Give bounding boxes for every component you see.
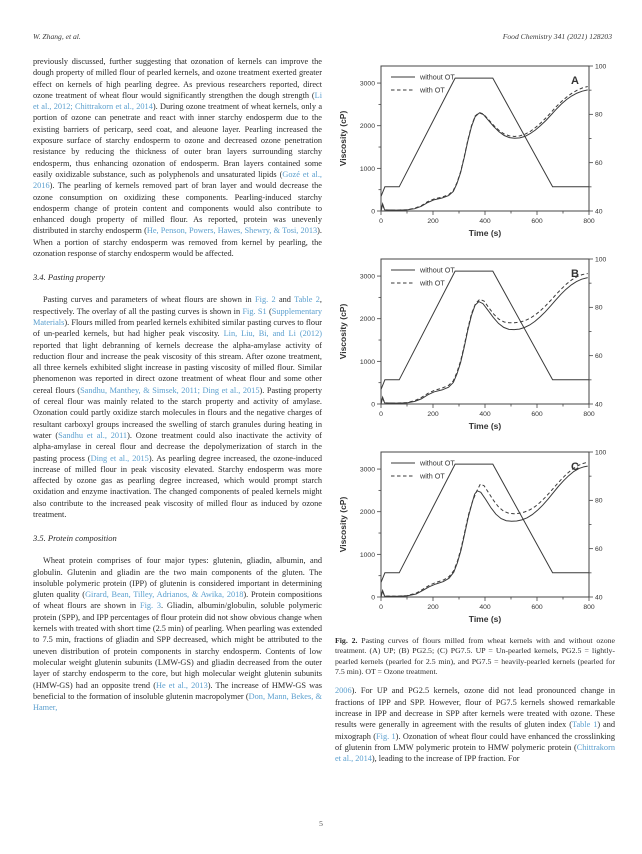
right-column (335, 56, 615, 765)
two-column-layout (33, 56, 615, 765)
running-head (33, 32, 612, 41)
svg-text:200: 200 (427, 218, 439, 225)
text-run: ) and mixograph ( (335, 720, 615, 741)
svg-text:0: 0 (371, 208, 375, 216)
left-column (33, 56, 322, 765)
section-heading-pasting-property: 3.4. Pasting property (33, 272, 105, 283)
pasting-chart-panel-c (335, 442, 615, 629)
svg-text:Viscosity (cP): Viscosity (cP) (338, 110, 348, 167)
text-run: and (275, 295, 295, 305)
svg-text:A: A (571, 75, 579, 87)
svg-text:0: 0 (371, 594, 375, 602)
svg-text:60: 60 (595, 546, 603, 554)
text-run: ). Flours milled from pearled kernels exhibited similar pasting curves to flour of un-pearled kernels, but had higher peak viscosity. (33, 317, 322, 339)
citation-link[interactable]: Fig. 1 (376, 731, 396, 741)
svg-text:2000: 2000 (359, 123, 375, 131)
paragraph (33, 56, 322, 259)
citation-link[interactable]: Table 2 (294, 295, 320, 305)
pasting-chart-panel-b (335, 249, 615, 436)
svg-text:0: 0 (379, 218, 383, 225)
section-heading-protein-composition: 3.5. Protein composition (33, 533, 117, 544)
svg-text:1000: 1000 (359, 358, 375, 366)
svg-text:80: 80 (595, 497, 603, 505)
text-run: . Gliadin, albumin/globulin, soluble polymeric protein (SPP), and IPP percentages of flour protein did not show obvious change when kernels with treated with short time (2.5 min) of pearling. When pearling was extended to 7.5 min, fractions of gliadin and SPP decreased, which might be attributed to the uneven distribution of protein components in starchy endosperm. Contents of low molecular weight glutenin subunits (LMW-GS) and gliadin decreased from the outer layer of starchy endosperm to the core, but high molecular weight glutenin subunits (HMW-GS) had an opposite trend ( (33, 601, 323, 690)
svg-text:without OT: without OT (420, 72, 455, 82)
text-run: reported that light debranning of kernels decrease the alpha-amylase activity of reduction flour and increase the peak viscosity of this stream. After ozone treatment, all three kernels exhibited slight increase in pasting viscosity of milled flour. Similar phenomenon was reported in direct ozone treatment of wheat flour and some other cereal flours ( (33, 340, 322, 395)
citation-link[interactable]: Chittrakorn et al., 2014 (335, 742, 615, 764)
svg-text:600: 600 (531, 218, 543, 225)
pasting-chart-panel-a (335, 56, 615, 243)
text-run: ). For UP and PG2.5 kernels, ozone did not lead pronounced change in fractions of IPP and SPP. However, flour of PG7.5 kernels showed remarkable increase in IPP and decrease in SPP after kernels were treated with ozone. These results were generally in agreement with the results of gluten index ( (335, 686, 615, 730)
svg-text:100: 100 (595, 63, 607, 71)
text-run: ). Ozone treatment could also inactivate the activity of alpha-amylase in cereal flour and decrease the depolymerization of starch in the pasting process ( (33, 430, 323, 463)
svg-text:with OT: with OT (420, 85, 445, 95)
citation-link[interactable]: Supplementary Materials (33, 306, 322, 327)
citation-link[interactable]: Lin, Liu, Bi, and Li (2012) (223, 329, 322, 339)
citation-link[interactable]: Sandhu, Manthey, & Simsek, 2011; Ding et al., 2015 (80, 385, 260, 395)
text-run: , respectively. The overlay of all the pasting curves is shown in (33, 295, 322, 316)
paragraph (335, 685, 615, 764)
svg-text:40: 40 (595, 208, 603, 216)
page-number: 5 (319, 819, 323, 828)
svg-text:3000: 3000 (359, 466, 375, 474)
svg-text:600: 600 (531, 411, 543, 418)
svg-text:with OT: with OT (420, 471, 445, 481)
svg-text:B: B (571, 268, 579, 280)
citation-link[interactable]: Li et al., 2012; Chittrakorn et al., 2014 (33, 90, 322, 112)
caption-label: Fig. 2. (335, 636, 358, 645)
svg-text:100: 100 (595, 449, 607, 457)
text-run: ). As pearling degree increased, the ozone-induced increase of milled flour in peak viscosity elevated. Starchy endosperm was more affected by ozone gas as pearling degree increased, which would prompt starch oxidation and enzyme inactivation. The changed components of pealed kernels might also contribute to the increased peak viscosity of milled flour as induced by ozone treatment. (33, 453, 322, 519)
svg-text:60: 60 (595, 160, 603, 168)
svg-text:60: 60 (595, 353, 603, 361)
svg-text:Viscosity (cP): Viscosity (cP) (338, 496, 348, 553)
citation-link[interactable]: He, Penson, Powers, Hawes, Shewry, & Tosi, 2013 (146, 226, 318, 236)
citation-link[interactable]: 2006 (335, 686, 352, 696)
svg-text:200: 200 (427, 604, 439, 611)
text-run: ). Ozonation of wheat flour could have enhanced the crosslinking of glutenin from LMW polymeric protein to HMW polymeric protein ( (335, 731, 615, 752)
citation-link[interactable]: Fig. 2 (255, 295, 276, 305)
svg-text:0: 0 (379, 604, 383, 611)
svg-text:without OT: without OT (420, 265, 455, 275)
svg-text:C: C (571, 461, 579, 473)
svg-text:800: 800 (583, 411, 595, 418)
svg-text:400: 400 (479, 411, 491, 418)
text-run: Wheat protein comprises of four major types: glutenin, gliadin, albumin, and globulin. Glutenin and gliadin are the two main components of the gluten. The insoluble polymeric protein (IPP) of glutenin is considered important in determining gluten quality ( (33, 556, 322, 600)
svg-text:400: 400 (479, 604, 491, 611)
paragraph (33, 294, 322, 520)
svg-text:40: 40 (595, 401, 603, 409)
citation-link[interactable]: Gozé et al., 2016 (33, 169, 323, 191)
text-run: ), leading to the increase of IPP fraction. For (371, 754, 520, 764)
svg-text:without OT: without OT (420, 458, 455, 468)
running-head-journal: Food Chemistry 341 (2021) 128203 (502, 32, 612, 41)
svg-text:800: 800 (583, 604, 595, 611)
svg-text:Time (s): Time (s) (468, 421, 502, 431)
citation-link[interactable]: Fig. S1 (242, 306, 267, 316)
svg-text:80: 80 (595, 111, 603, 119)
svg-text:with OT: with OT (420, 278, 445, 288)
svg-text:0: 0 (371, 401, 375, 409)
paragraph (33, 555, 322, 713)
citation-link[interactable]: Ding et al., 2015 (90, 453, 149, 463)
svg-text:1000: 1000 (359, 551, 375, 559)
citation-link[interactable]: Sandhu et al., 2011 (58, 430, 128, 440)
svg-text:200: 200 (427, 411, 439, 418)
running-head-authors: W. Zhang, et al. (33, 32, 81, 41)
text-run: ). The pearling of kernels removed part of bran layer and would decrease the ozone consumption on oxidizing these components. Pearling-induced starchy endosperm change of protein content and components would also contribute to enhanced dough property of milled flour. As reported, protein was unevenly distributed in starchy endosperm ( (33, 181, 322, 236)
svg-text:3000: 3000 (359, 80, 375, 88)
text-run: ). The increase of HMW-GS was beneficial to the formation of insoluble glutenin macropolymer ( (33, 680, 322, 701)
svg-text:800: 800 (583, 218, 595, 225)
svg-text:600: 600 (531, 604, 543, 611)
figure-2-caption (335, 636, 615, 678)
text-run: ). Pasting property of cereal flour was mainly related to the starch property and activity of amylase. Ozonation could partly oxidize starch molecules in flours and the negative charges of resultant carboxyl groups increased the swelling of starch granules during heating in water ( (33, 385, 322, 440)
svg-text:Time (s): Time (s) (468, 614, 502, 624)
text-run: previously discussed, further suggesting that ozonation of kernels can improve the dough property of milled flour of pearled kernels, and ozone treatment exerted greater effect on kernels of high pearling degree. As previous researchers reported, direct ozone treatment of wheat flour would significantly strengthen the dough strength ( (33, 57, 322, 100)
svg-text:3000: 3000 (359, 273, 375, 281)
citation-link[interactable]: Don, Mann, Bekes, & Hamer, (33, 691, 322, 713)
svg-text:400: 400 (479, 218, 491, 225)
svg-text:80: 80 (595, 304, 603, 312)
text-run: Pasting curves and parameters of wheat flours are shown in (43, 295, 256, 305)
citation-link[interactable]: He et al., 2013 (155, 680, 208, 690)
svg-text:Time (s): Time (s) (468, 228, 502, 238)
text-run: ). When a portion of starchy endosperm was removed from kernel by pearling, the ozonation response of starchy endosperm would be affected. (33, 226, 322, 259)
svg-text:1000: 1000 (359, 165, 375, 173)
citation-link[interactable]: Table 1 (571, 720, 598, 730)
text-run: ( (266, 306, 272, 316)
citation-link[interactable]: Girard, Bean, Tilley, Adrianos, & Awika, 2018 (85, 590, 244, 600)
text-run: ). Protein compositions of wheat flours are shown in (33, 590, 322, 611)
svg-text:100: 100 (595, 256, 607, 264)
svg-text:2000: 2000 (359, 509, 375, 517)
svg-text:40: 40 (595, 594, 603, 602)
text-run: Pasting curves of flours milled from wheat kernels with and without ozone treatment. (A) UP; (B) PG2.5; (C) PG7.5. UP = Un-pearled kernels, PG2.5 = lightly-pearled kernels (pearled for 2.5 min), and PG7.5 = heavily-pearled kernels (pearled for 7.5 min). OT = Ozone treatment. (335, 636, 616, 677)
text-run: ). During ozone treatment of wheat kernels, only a portion of ozone can penetrate and react with inner starchy endosperm due to the existing barriers of pericarp, seed coat, and aleuone layer. Pearling increased the exposure surface of starchy endosperm to ozone and decreased ozone penetration resistance by reducing the thickness of outer bran layers surrounding starchy endosperm, thus enhancing ozonation of endosperm. Bran layers contained some easily oxidizable substance, such as polyphenols and unsaturated lipids ( (33, 102, 323, 179)
svg-text:2000: 2000 (359, 316, 375, 324)
svg-text:0: 0 (379, 411, 383, 418)
svg-text:Viscosity (cP): Viscosity (cP) (338, 303, 348, 360)
citation-link[interactable]: Fig. 3 (139, 601, 162, 611)
